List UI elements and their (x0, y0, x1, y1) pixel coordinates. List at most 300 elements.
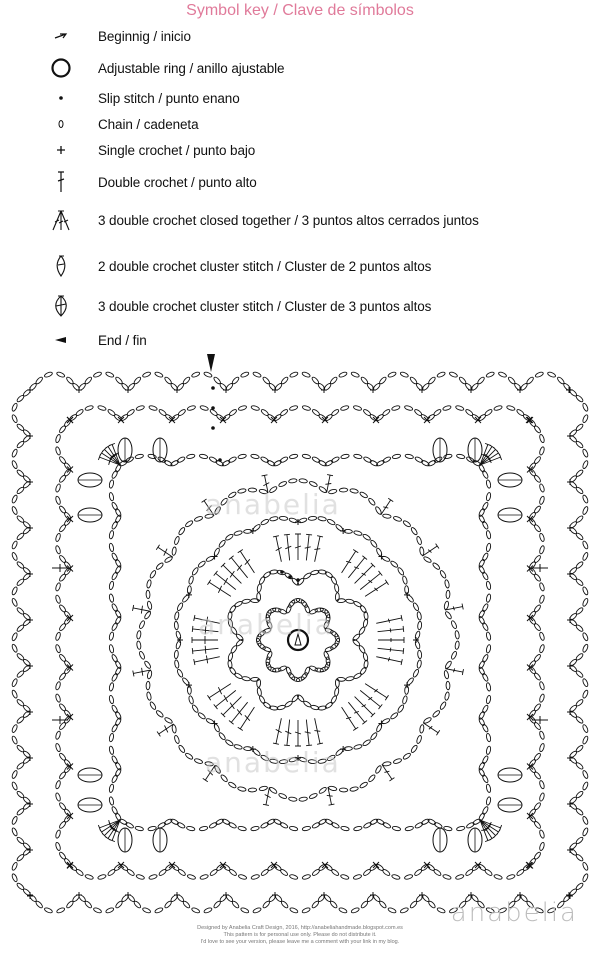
single-crochet (370, 387, 376, 393)
chain-stitch (370, 732, 378, 741)
chain-stitch (375, 765, 383, 774)
chain-stitch (582, 598, 589, 607)
chain-stitch (288, 797, 297, 802)
chain-stitch (209, 456, 218, 463)
chain-stitch (486, 644, 492, 653)
key-label: 2 double crochet cluster stitch / Cluster de 2 puntos altos (98, 258, 432, 274)
chain-stitch (16, 653, 25, 661)
chain-stitch (187, 405, 196, 411)
chain-stitch (273, 460, 282, 467)
dc2-cluster-icon (46, 254, 76, 278)
chain-stitch (340, 826, 349, 832)
chain-stitch (582, 862, 589, 871)
chain-stitch (56, 907, 65, 914)
chain-stitch (330, 695, 337, 704)
chain-stitch (58, 752, 66, 761)
chain-stitch (191, 567, 199, 576)
chain-stitch (575, 624, 584, 632)
single-crochet (567, 617, 573, 623)
single-crochet (27, 893, 33, 899)
chain-stitch (174, 735, 180, 744)
single-crochet (27, 479, 33, 485)
slip-stitch-icon (46, 86, 76, 110)
single-crochet (567, 709, 573, 715)
chain-stitch (582, 586, 589, 595)
chain-stitch (402, 695, 408, 704)
chain-stitch (289, 405, 298, 411)
chain-stitch (172, 724, 177, 733)
chain-stitch (55, 582, 61, 591)
chain-stitch (228, 781, 237, 789)
chain-stitch (58, 555, 66, 564)
chain-stitch (387, 907, 396, 914)
chain-stitch (266, 818, 275, 825)
chain-stitch (423, 556, 432, 564)
chain-stitch (539, 483, 545, 492)
chain-stitch (136, 630, 141, 639)
chain-stitch (242, 676, 251, 681)
chain-stitch (482, 654, 489, 663)
chain-stitch (248, 788, 257, 792)
chain-stitch (191, 704, 199, 713)
chain-stitch (111, 806, 118, 815)
single-crochet (27, 387, 33, 393)
chain-stitch (539, 446, 545, 455)
single-crochet (468, 387, 474, 393)
chain-stitch (311, 456, 320, 463)
chain-stitch (329, 376, 338, 385)
chain-stitch (111, 571, 118, 580)
chain-stitch (478, 514, 485, 523)
chain-stitch (111, 521, 118, 530)
chain-stitch (144, 611, 152, 620)
chain-stitch (482, 723, 489, 732)
chain-stitch (402, 520, 411, 528)
chain-stitch (482, 622, 489, 631)
chain-stitch (115, 762, 122, 771)
chain-stitch (417, 621, 422, 630)
chain-stitch (402, 576, 408, 585)
chain-stitch (174, 621, 179, 630)
chain-stitch (289, 826, 298, 832)
chain-stitch (535, 371, 544, 378)
chain-stitch (115, 660, 122, 669)
chain-stitch (539, 792, 545, 801)
chain-stitch (404, 874, 413, 880)
chain-stitch (539, 743, 545, 752)
chain-stitch (533, 456, 541, 465)
chain-stitch (482, 774, 489, 783)
chain-stitch (302, 454, 311, 460)
chain-stitch (11, 781, 18, 790)
chain-stitch (250, 826, 259, 832)
single-crochet (27, 847, 33, 853)
chain-stitch (111, 622, 118, 631)
chain-stitch (533, 653, 541, 662)
chain-stitch (16, 423, 25, 431)
chain-stitch (331, 409, 340, 417)
double-crochet (376, 657, 402, 665)
single-crochet (567, 525, 573, 531)
chain-stitch (324, 571, 333, 579)
chain-stitch (148, 405, 157, 411)
chain-stitch (362, 739, 371, 747)
chain-stitch (439, 570, 447, 579)
chain-stitch (93, 907, 102, 914)
chain-stitch (225, 533, 234, 541)
chain-stitch (115, 559, 122, 568)
single-crochet (76, 387, 82, 393)
footer-line: I'd love to see your version, please leave me a comment with your link in my blog. (200, 939, 400, 945)
chain-stitch (486, 371, 495, 378)
chain-stitch (390, 560, 399, 568)
chain-stitch (58, 672, 66, 681)
chain-stitch (533, 425, 541, 434)
chain-stitch (55, 446, 61, 455)
chain-stitch (135, 826, 144, 832)
chain-stitch (477, 376, 486, 385)
chain-stitch (142, 371, 151, 378)
chain-stitch (218, 539, 226, 548)
chain-stitch (58, 802, 66, 811)
chain-stitch (482, 806, 489, 815)
key-row-single-crochet (46, 138, 255, 162)
chain-stitch (402, 752, 411, 760)
chain-stitch (516, 868, 525, 876)
chain-stitch (164, 818, 173, 825)
chain-stitch (486, 695, 492, 704)
double-crochet (376, 615, 402, 623)
single-crochet (321, 387, 327, 393)
chain-stitch (238, 826, 247, 832)
single-crochet (27, 525, 33, 531)
chain-stitch (370, 539, 378, 548)
chain-stitch (115, 464, 122, 473)
chain-stitch (482, 470, 489, 479)
chain-stitch (115, 711, 122, 720)
chain-stitch (363, 456, 372, 463)
dc3-cluster-icon (46, 294, 76, 318)
chain-stitch (486, 594, 492, 603)
double-crochet (102, 447, 120, 465)
chain-stitch (382, 822, 391, 829)
chain-stitch (185, 520, 194, 528)
key-label: Double crochet / punto alto (98, 174, 257, 190)
chain-stitch (263, 571, 272, 579)
chain-stitch (231, 376, 240, 385)
chain-stitch (359, 781, 368, 789)
chain-stitch (539, 496, 545, 505)
chain-stitch (155, 562, 164, 570)
chain-stitch (478, 666, 485, 675)
double-crochet (480, 820, 498, 838)
chain-stitch (486, 492, 492, 501)
chain-stitch (393, 758, 402, 764)
chain-stitch (539, 434, 545, 443)
chain-stitch (302, 874, 311, 880)
chain-stitch (575, 853, 584, 861)
chain-stitch (379, 376, 388, 385)
chain-stitch (252, 907, 261, 914)
single-crochet (378, 720, 384, 726)
chain-stitch (409, 900, 418, 909)
slip-stitch (211, 386, 215, 390)
chain-stitch (111, 723, 118, 732)
chain-stitch (455, 405, 464, 411)
chain-stitch (391, 874, 400, 880)
single-crochet (567, 387, 573, 393)
chain-stitch (109, 784, 115, 793)
chain-stitch (240, 371, 249, 378)
chain-stitch (582, 770, 589, 779)
chain-stitch (493, 405, 502, 411)
chain-stitch (482, 673, 489, 682)
single-crochet (223, 387, 229, 393)
chain-stitch (444, 660, 452, 669)
key-label: Adjustable ring / anillo ajustable (98, 60, 285, 76)
chain-stitch (194, 516, 203, 522)
chain-stitch (582, 414, 589, 423)
chain-stitch (397, 704, 405, 713)
chain-stitch (55, 545, 61, 554)
key-row-beginning (46, 24, 191, 48)
single-crochet (27, 801, 33, 807)
chain-stitch (250, 454, 259, 460)
chain-stitch (119, 818, 128, 825)
chain-stitch (486, 543, 492, 552)
chain-stitch (186, 454, 195, 460)
chain-stitch (75, 409, 84, 417)
chain-stitch (309, 665, 318, 672)
chain-stitch (421, 818, 430, 825)
chain-stitch (331, 456, 340, 463)
chain-stitch (360, 900, 369, 909)
chain-stitch (400, 371, 409, 378)
chain-stitch (228, 409, 237, 417)
chain-stitch (353, 826, 362, 832)
chain-stitch (416, 536, 422, 545)
chain-stitch (209, 868, 218, 876)
symbol-key-title: Symbol key / Clave de símbolos (186, 2, 414, 19)
chain-stitch (575, 394, 584, 402)
chain-stitch (486, 746, 492, 755)
chain-stitch (269, 786, 278, 794)
chain-stitch (115, 812, 122, 821)
chain-stitch (539, 644, 545, 653)
chain-icon (46, 112, 76, 136)
chain-stitch (437, 907, 446, 914)
chain-stitch (188, 576, 194, 585)
chain-stitch (289, 874, 298, 880)
chain-stitch (213, 900, 222, 909)
chain-stitch (582, 494, 589, 503)
chain-stitch (176, 669, 183, 678)
chain-stitch (353, 454, 362, 460)
chain-stitch (186, 826, 195, 832)
key-row-adjustable-ring (46, 56, 284, 80)
single-crochet (174, 892, 180, 898)
chain-stitch (575, 762, 584, 770)
chain-stitch (533, 802, 541, 811)
chain-stitch (115, 900, 124, 909)
chain-stitch (288, 672, 296, 681)
chain-stitch (175, 640, 181, 649)
chain-stitch (486, 479, 492, 488)
chain-stitch (164, 900, 173, 909)
chain-stitch (144, 660, 152, 669)
chain-stitch (58, 474, 66, 483)
end-marker (207, 354, 215, 372)
chain-stitch (427, 460, 436, 467)
chain-stitch (302, 405, 311, 411)
double-crochet (156, 545, 173, 557)
begin-icon (46, 24, 76, 48)
chain-stitch (533, 524, 541, 533)
chain-stitch (428, 376, 437, 385)
chain-stitch (302, 371, 311, 378)
chain-stitch (465, 868, 474, 876)
double-crochet (381, 498, 393, 515)
chain-stitch (410, 744, 418, 753)
chain-stitch (228, 822, 237, 829)
chain-stitch (369, 818, 378, 825)
chain-stitch (353, 874, 362, 880)
chain-stitch (126, 409, 135, 417)
chain-stitch (414, 868, 423, 876)
chain-stitch (449, 371, 458, 378)
chain-stitch (533, 555, 541, 564)
chain-stitch (444, 579, 450, 588)
chain-stitch (340, 405, 349, 411)
chain-stitch (539, 780, 545, 789)
chain-stitch (11, 770, 18, 779)
chain-stitch (174, 611, 179, 620)
chain-stitch (251, 405, 260, 411)
chain-stitch (97, 405, 106, 411)
chain-stitch (338, 371, 347, 378)
chain-stitch (109, 632, 115, 641)
chain-stitch (105, 907, 114, 914)
chain-stitch (200, 874, 209, 880)
single-crochet (567, 571, 573, 577)
chain-stitch (582, 724, 589, 733)
chain-stitch (368, 497, 376, 506)
chain-stitch (109, 543, 115, 552)
chain-stitch (111, 470, 118, 479)
key-label: 3 double crochet closed together / 3 puntos altos cerrados juntos (98, 212, 479, 228)
chain-stitch (405, 454, 414, 460)
chain-stitch (58, 604, 66, 613)
chain-stitch (58, 524, 66, 533)
chain-stitch (111, 654, 118, 663)
chain-stitch (11, 403, 18, 412)
chain-stitch (478, 616, 485, 625)
chain-stitch (35, 376, 44, 385)
chain-stitch (238, 874, 247, 880)
chain-stitch (191, 907, 200, 914)
chain-stitch (11, 690, 18, 699)
slip-stitch (218, 458, 222, 462)
double-crochet (480, 447, 498, 465)
chain-stitch (390, 712, 399, 720)
chain-stitch (16, 836, 25, 844)
chain-stitch (111, 755, 118, 764)
chain-stitch (146, 590, 150, 599)
brand-logo-text: anabelia (450, 898, 578, 928)
chain-stitch (111, 552, 118, 561)
chain-stitch (382, 409, 391, 417)
chain-stitch (200, 405, 209, 411)
single-crochet (370, 892, 376, 898)
chain-stitch (393, 516, 402, 522)
chain-stitch (582, 678, 589, 687)
chain-stitch (575, 716, 584, 724)
chain-stitch (582, 632, 589, 641)
chain-stitch (575, 440, 584, 448)
chain-stitch (417, 660, 422, 669)
chain-stitch (486, 733, 492, 742)
chain-stitch (506, 405, 515, 411)
double-crochet (102, 820, 120, 838)
chain-stitch (111, 704, 118, 713)
chain-stitch (119, 460, 128, 467)
chain-stitch (55, 533, 61, 542)
chain-stitch (278, 480, 287, 487)
chain-stitch (11, 644, 18, 653)
chain-stitch (582, 552, 589, 561)
chain-stitch (324, 460, 333, 467)
chain-stitch (58, 703, 66, 712)
chain-stitch (433, 409, 442, 417)
chain-stitch (172, 547, 177, 556)
chain-stitch (142, 907, 151, 914)
chain-stitch (176, 822, 185, 829)
single-crochet (378, 554, 384, 560)
chain-stitch (412, 602, 419, 611)
single-crochet (27, 433, 33, 439)
chain-stitch (147, 601, 153, 610)
chain-stitch (363, 868, 372, 876)
chain-stitch (533, 474, 541, 483)
chain-stitch (136, 405, 145, 411)
chain-stitch (575, 532, 584, 540)
chain-stitch (58, 851, 66, 860)
chain-stitch (109, 695, 115, 704)
chain-stitch (575, 486, 584, 494)
chain-stitch (149, 570, 157, 579)
chain-stitch (11, 735, 18, 744)
chain-stitch (199, 454, 208, 460)
chain-stitch (533, 505, 541, 514)
chain-stitch (266, 651, 273, 660)
chain-stitch (432, 562, 441, 570)
chain-stitch (11, 494, 18, 503)
chain-stitch (178, 744, 186, 753)
chain-stitch (228, 456, 237, 463)
single-crochet (567, 755, 573, 761)
chain-stitch (115, 609, 122, 618)
chain-stitch (136, 874, 145, 880)
key-row-double-crochet (46, 170, 257, 194)
chain-stitch (340, 454, 349, 460)
chain-stitch (444, 670, 450, 679)
chain-stitch (482, 755, 489, 764)
chain-stitch (218, 732, 226, 741)
single-crochet (27, 709, 33, 715)
double-crochet (378, 648, 404, 654)
chain-stitch (539, 595, 545, 604)
chain-stitch (155, 710, 164, 718)
